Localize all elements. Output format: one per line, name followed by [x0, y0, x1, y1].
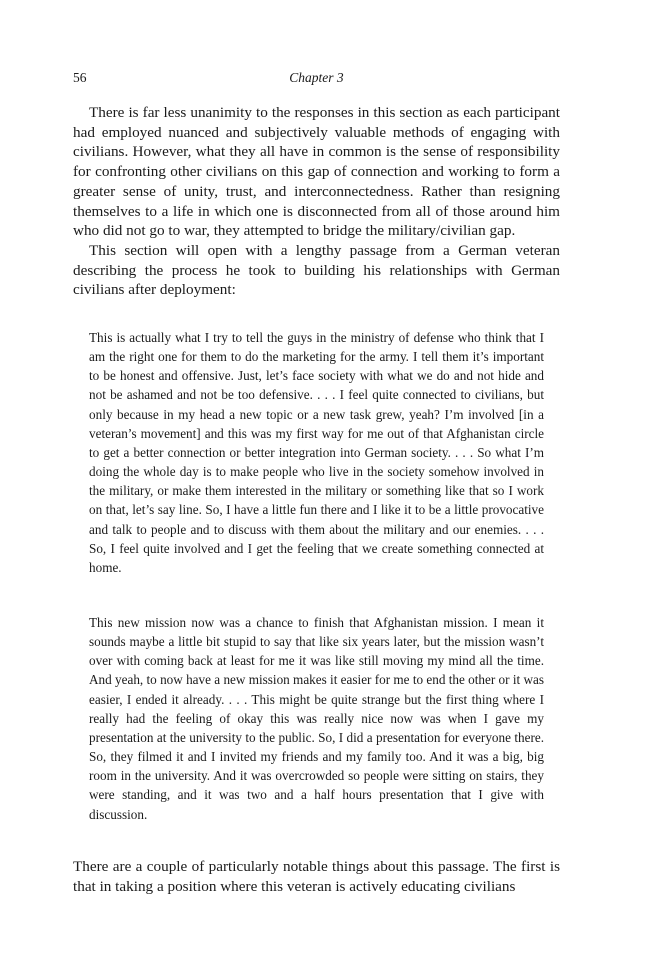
running-head: Chapter 3 [289, 70, 344, 85]
body-paragraph: There is far less unanimity to the responses in this section as each participant had employed nuanced and subjectively valuable methods of engaging with civilians. However, what they all have in common is the sense of responsibility for confronting other civilians on this gap of connection and working to form a greater sense of unity, trust, and interconnectedness. Rather than resigning themselves to a life in which one is disconnected from all of those around him who did not go to war, they attempted to bridge the military/civilian gap. [73, 104, 560, 240]
page-number: 56 [73, 70, 87, 85]
block-quote: This is actually what I try to tell the guys in the ministry of defense who think that I am the right one for them to do the marketing for the army. I tell them it’s important to be honest and offensive. Just, let’s face society with what we do and not hide and not be ashamed and not be too defensive. . . . I feel quite connected to civilians, but only because in my head a new topic or a new task grew, yeah? I’m involved [in a veteran’s movement] and this was my first way for me out of that Afghanistan circle to get a better connection or better integration into German society. . . . So what I’m doing the whole day is to make people who live in the society somehow involved in the military, or make them interested in the military or something like that so I work on that, let’s say line. So, I have a little fun there and I like it to be a little provocative and talk to people and to discuss with them about the military and our enemies. . . . So, I feel quite involved and I get the feeling that we create something connected at home. [89, 330, 544, 575]
intro-section [73, 103, 560, 300]
closing-section [73, 857, 560, 896]
block-quote: This new mission now was a chance to finish that Afghanistan mission. I mean it sounds maybe a little bit stupid to say that like six years later, but the mission wasn’t over with coming back at least for me it was like still moving my mind all the time. And yeah, to now have a new mission makes it easier for me to end the other or it was easier, I ended it already. . . . This might be quite strange but the first thing where I really had the feeling of okay this was really nice now was when I gave my presentation at the university to the public. So, I did a presentation for everyone there. So, they filmed it and I invited my friends and my family too. And it was a big, big room in the university. And it was overcrowded so people were sitting on stairs, they were standing, and it was two and a half hours presentation that I give with discussion. [89, 615, 544, 822]
page-header [73, 70, 560, 90]
body-paragraph: This section will open with a lengthy passage from a German veteran describing the process he took to building his relationships with German civilians after deployment: [73, 241, 560, 299]
body-paragraph: There are a couple of particularly notable things about this passage. The first is that in taking a position where this veteran is actively educating civilians [73, 858, 560, 895]
